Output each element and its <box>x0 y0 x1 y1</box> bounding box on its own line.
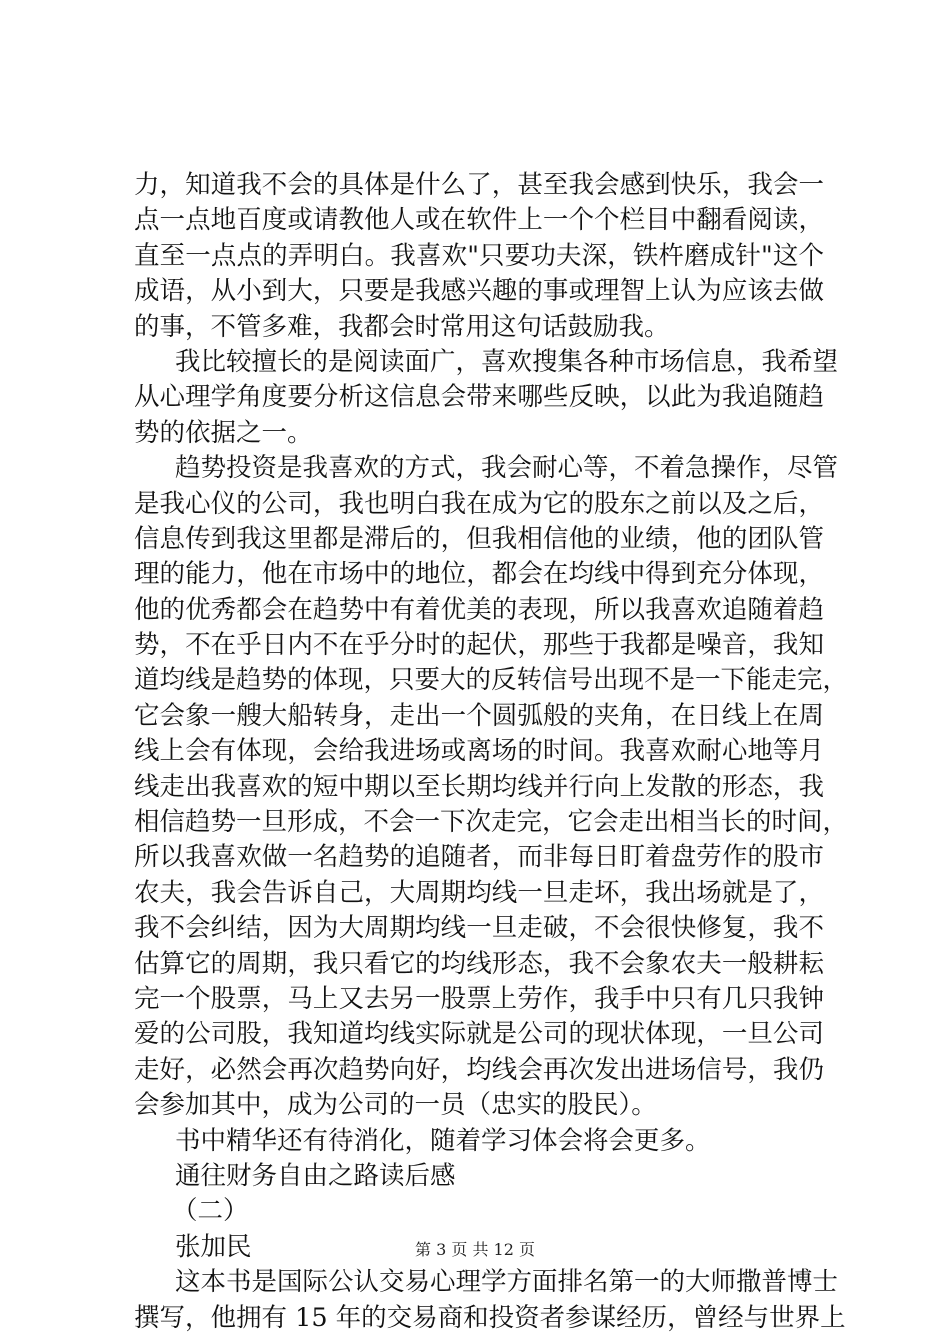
text-line: 线上会有体现，会给我进场或离场的时间。我喜欢耐心地等月 <box>134 736 824 767</box>
text-line: 我不会纠结，因为大周期均线一旦走破，不会很快修复，我不 <box>134 913 824 944</box>
text-line: 理的能力，他在市场中的地位，都会在均线中得到充分体现， <box>134 559 824 590</box>
paragraph-start-line: 书中精华还有待消化，随着学习体会将会更多。 <box>175 1125 711 1156</box>
text-line: 势的依据之一。 <box>134 417 313 448</box>
text-line: 力，知道我不会的具体是什么了，甚至我会感到快乐，我会一 <box>134 170 824 200</box>
paragraph-start-line: 这本书是国际公认交易心理学方面排名第一的大师撒普博士 <box>175 1267 839 1298</box>
section-title: 通往财务自由之路读后感 <box>175 1160 456 1191</box>
text-line: 的事，不管多难，我都会时常用这句话鼓励我。 <box>134 311 670 342</box>
text-line: 所以我喜欢做一名趋势的追随者，而非每日盯着盘劳作的股市 <box>134 842 824 873</box>
text-line: 道均线是趋势的体现，只要大的反转信号出现不是一下能走完， <box>134 665 849 696</box>
paragraph-start-line: 我比较擅长的是阅读面广，喜欢搜集各种市场信息，我希望 <box>175 346 839 377</box>
paragraph-start-line: 趋势投资是我喜欢的方式，我会耐心等，不着急操作，尽管 <box>175 453 839 484</box>
text-line: 信息传到我这里都是滞后的，但我相信他的业绩，他的团队管 <box>134 523 824 554</box>
text-line: 会参加其中，成为公司的一员（忠实的股民）。 <box>134 1090 657 1121</box>
text-line: 从心理学角度要分析这信息会带来哪些反映，以此为我追随趋 <box>134 382 824 413</box>
text-line: 他的优秀都会在趋势中有着优美的表现，所以我喜欢追随着趋 <box>134 594 824 625</box>
text-line: 估算它的周期，我只看它的均线形态，我不会象农夫一般耕耘 <box>134 948 824 979</box>
text-line: 直至一点点的弄明白。我喜欢"只要功夫深，铁杵磨成针"这个 <box>134 240 824 271</box>
text-line: 相信趋势一旦形成，不会一下次走完，它会走出相当长的时间， <box>134 807 849 838</box>
text-line: 走好，必然会再次趋势向好，均线会再次发出进场信号，我仍 <box>134 1054 824 1085</box>
page-footer: 第 3 页 共 12 页 <box>415 1240 535 1259</box>
text-line: 线走出我喜欢的短中期以至长期均线并行向上发散的形态，我 <box>134 771 824 802</box>
author-name: 张加民 <box>175 1231 252 1262</box>
text-line: 成语，从小到大，只要是我感兴趣的事或理智上认为应该去做 <box>134 276 824 307</box>
text-line: 爱的公司股，我知道均线实际就是公司的现状体现，一旦公司 <box>134 1019 824 1050</box>
text-line: 撰写，他拥有 15 年的交易商和投资者参谋经历，曾经与世界上 <box>134 1302 846 1333</box>
text-line: 点一点地百度或请教他人或在软件上一个个栏目中翻看阅读， <box>134 205 824 236</box>
text-line: 是我心仪的公司，我也明白我在成为它的股东之前以及之后， <box>134 488 824 519</box>
text-line: 农夫，我会告诉自己，大周期均线一旦走坏，我出场就是了， <box>134 877 824 908</box>
text-line: 它会象一艘大船转身，走出一个圆弧般的夹角，在日线上在周 <box>134 700 824 731</box>
document-body <box>134 168 849 1336</box>
section-number: （二） <box>172 1196 249 1227</box>
text-line: 完一个股票，马上又去另一股票上劳作，我手中只有几只我钟 <box>134 983 824 1014</box>
text-line: 势，不在乎日内不在乎分时的起伏，那些于我都是噪音，我知 <box>134 630 824 661</box>
